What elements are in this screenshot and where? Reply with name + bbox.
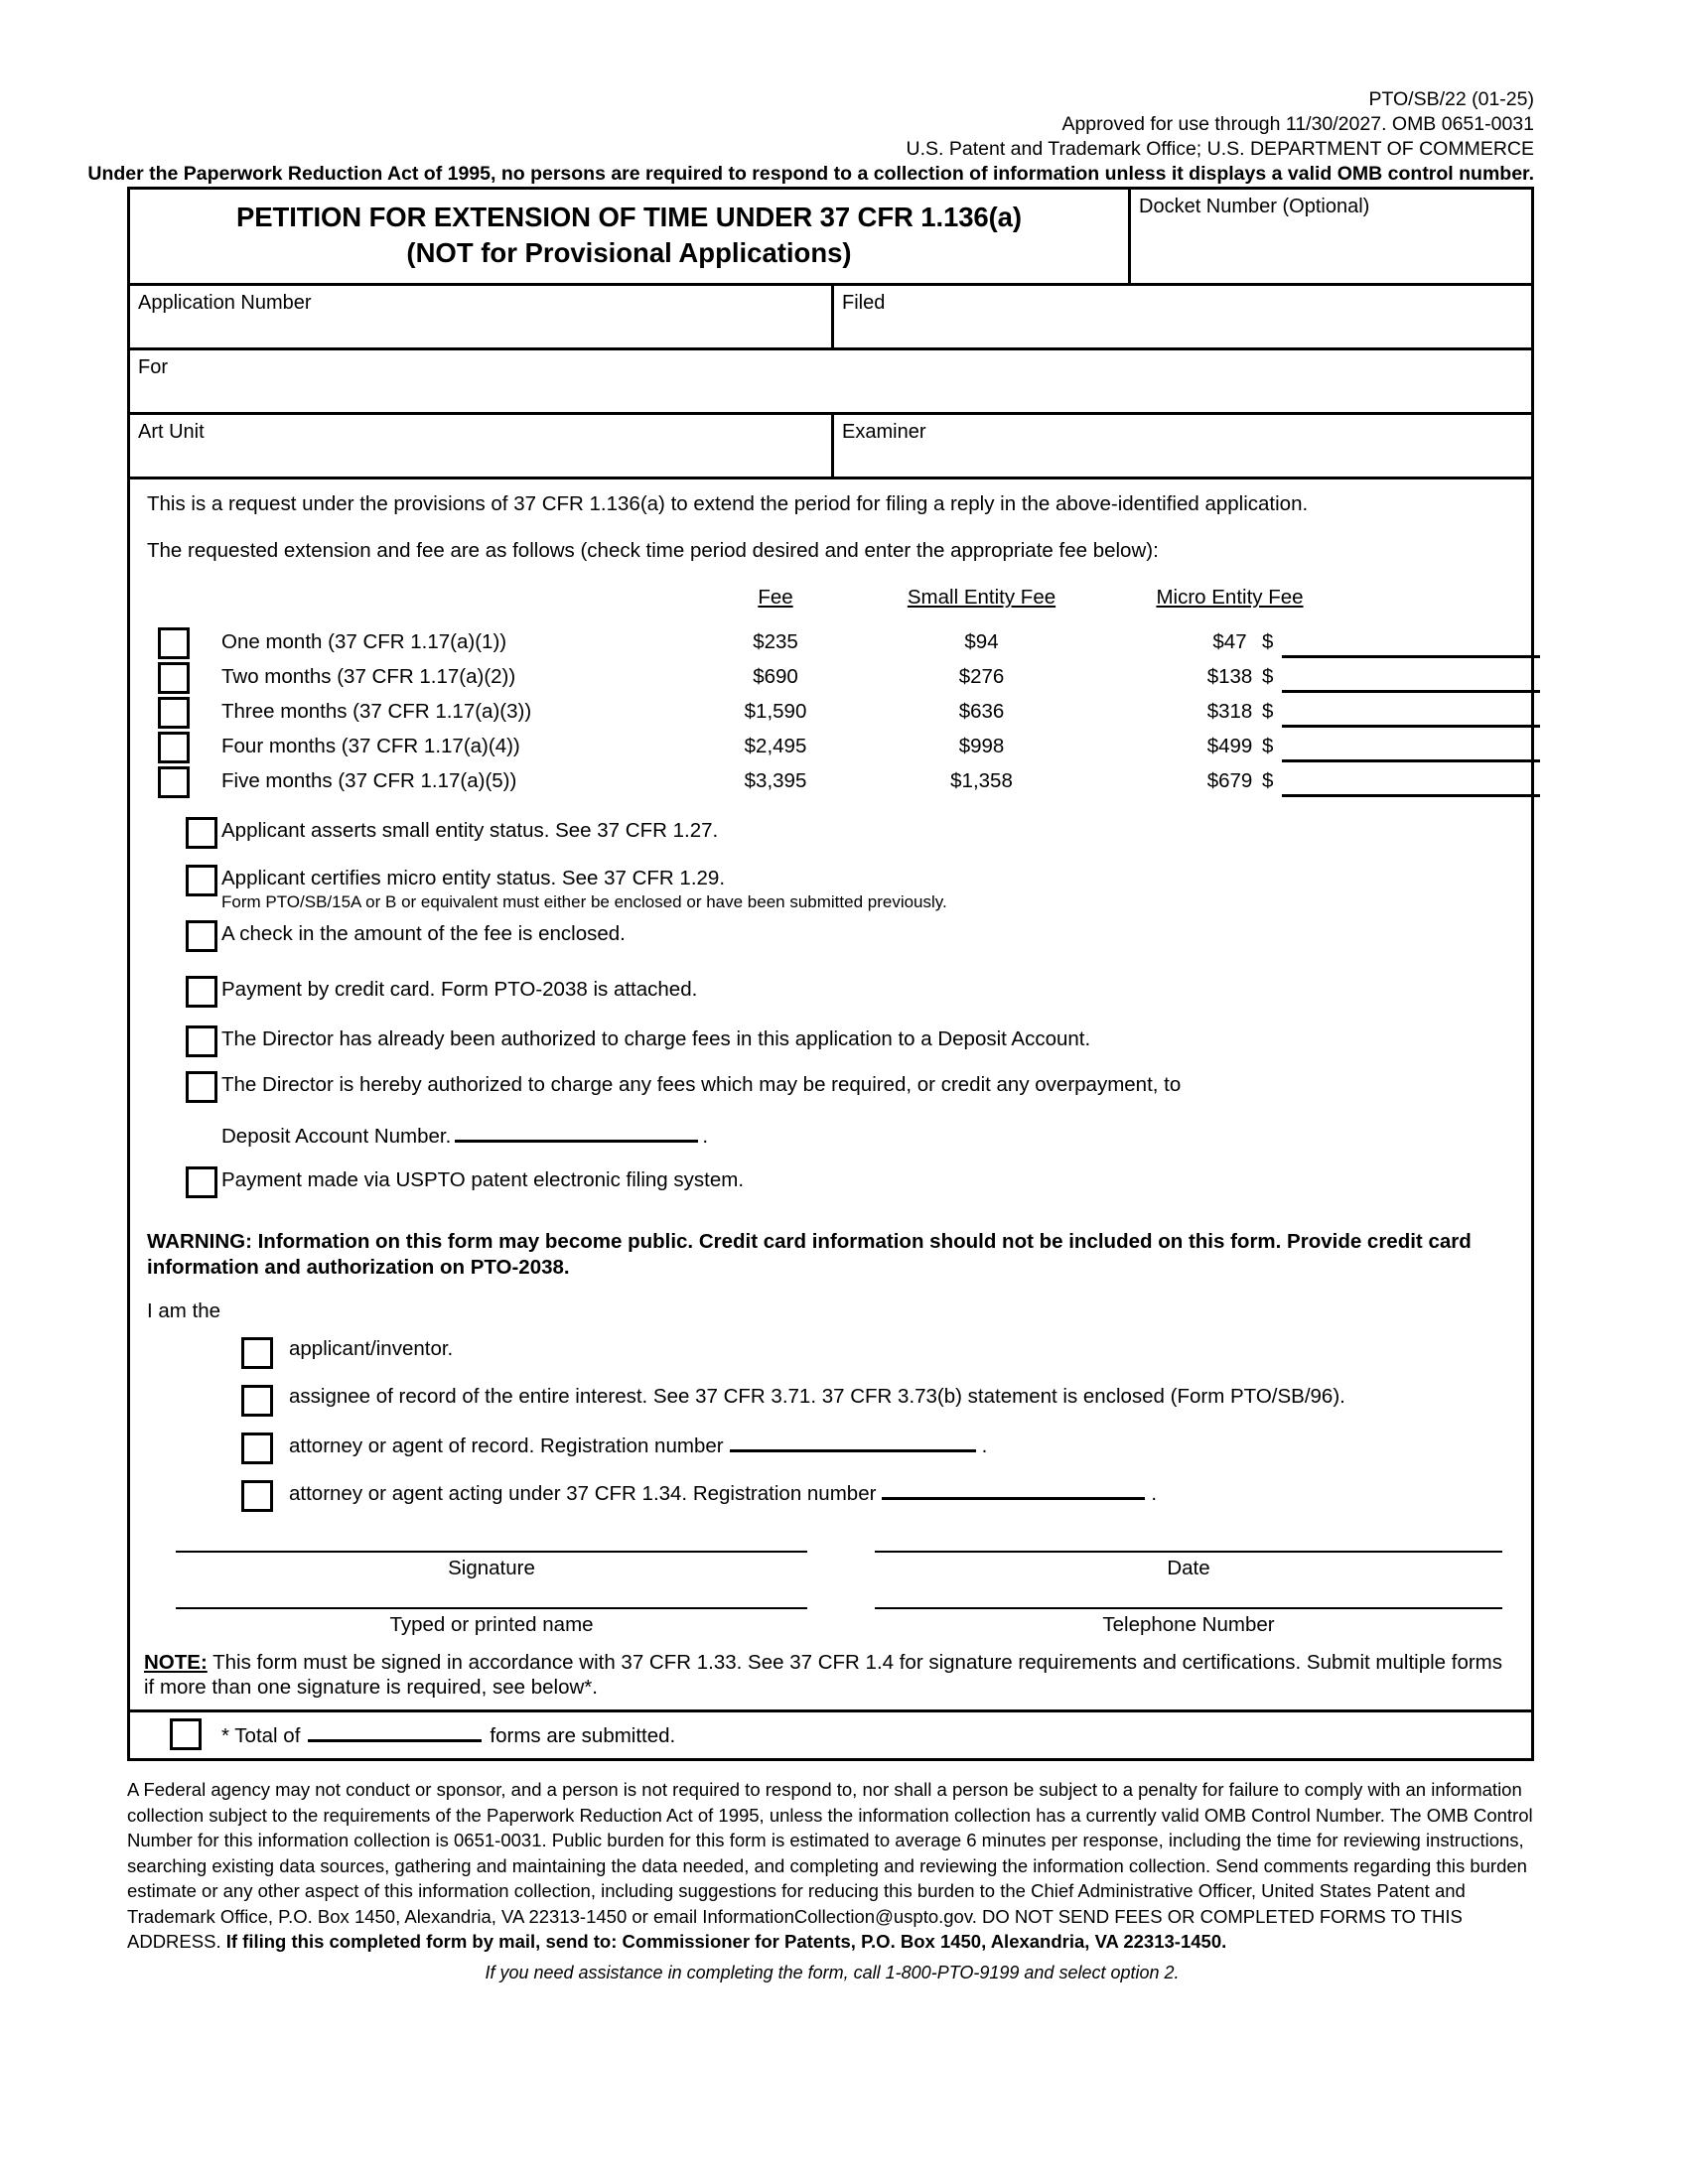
examiner-field[interactable]	[834, 415, 1531, 477]
paperwork-reduction-notice: Under the Paperwork Reduction Act of 1995, no persons are required to respond to a collection of information unless it displays a valid OMB control number.	[87, 163, 1534, 185]
checkbox-attorney-of-record[interactable]	[241, 1433, 273, 1464]
form-title	[130, 190, 1131, 283]
checkbox-director-authorized[interactable]	[186, 1025, 217, 1057]
fee-period-label: Three months (37 CFR 1.17(a)(3))	[221, 700, 532, 723]
date-caption: Date	[1167, 1557, 1210, 1579]
art-unit-label: Art Unit	[138, 421, 205, 443]
docket-number-field[interactable]	[1131, 190, 1531, 283]
total-forms-suffix: forms are submitted.	[490, 1724, 676, 1747]
footer-text: A Federal agency may not conduct or sponsor, and a person is not required to respond to, nor shall a person be subject to a penalty for failure to comply with an information collection subject to the requirements of the Paperwork Reduction Act of 1995, unless the information collection has a currently valid OMB Control Number. The OMB Control Number for this information collection is 0651-0031. Public burden for this form is estimated to average 6 minutes per response, including the time for reviewing instructions, searching existing data sources, gathering and maintaining the data needed, and completing and reviewing the information collection. Send comments regarding this burden estimate or any other aspect of this information collection, including suggestions for reducing this burden to the Chief Administrative Officer, United States Patent and Trademark Office, P.O. Box 1450, Alexandria, VA 22313-1450 or email InformationCollection@uspto.gov. DO NOT SEND FEES OR COMPLETED FORMS TO THIS ADDRESS.	[127, 1779, 1533, 1952]
option-director-authorized-label: The Director has already been authorized to charge fees in this application to a Deposit Account.	[221, 1027, 1091, 1050]
art-unit-field[interactable]	[130, 415, 834, 477]
printed-name-input[interactable]	[176, 1607, 807, 1609]
checkbox-total-forms[interactable]	[170, 1718, 202, 1750]
currency-symbol: $	[1262, 630, 1274, 653]
fee-period-label: Five months (37 CFR 1.17(a)(5))	[221, 769, 517, 792]
fee-entry-input-five-months[interactable]	[1282, 794, 1540, 797]
option-check-enclosed-label: A check in the amount of the fee is enclosed.	[221, 922, 626, 945]
signature-block	[130, 1551, 1531, 1700]
checkbox-efs-payment[interactable]	[186, 1166, 217, 1198]
fee-amount-small-entity: $636	[958, 700, 1005, 723]
role-applicant-inventor[interactable]	[130, 1336, 1531, 1374]
option-micro-entity-sublabel: Form PTO/SB/15A or B or equivalent must either be enclosed or have been submitted previously.	[221, 892, 947, 911]
fee-amount-micro-entity: $138	[1206, 665, 1253, 688]
deposit-account-number-input[interactable]	[455, 1122, 698, 1143]
footer-assistance: If you need assistance in completing the form, call 1-800-PTO-9199 and select option 2.	[485, 1962, 1180, 1982]
currency-symbol: $	[1262, 700, 1274, 723]
checkbox-three-months[interactable]	[158, 697, 190, 729]
fee-period-label: Four months (37 CFR 1.17(a)(4))	[221, 735, 520, 757]
fee-entry-input-three-months[interactable]	[1282, 725, 1540, 728]
fee-entry-input-one-month[interactable]	[1282, 655, 1540, 658]
currency-symbol: $	[1262, 735, 1274, 757]
fee-amount: $3,395	[744, 769, 807, 792]
entity-and-payment-options	[130, 818, 1531, 1203]
role-attorney-of-record-period: .	[981, 1434, 988, 1457]
role-attorney-acting-label: attorney or agent acting under 37 CFR 1.34. Registration number	[289, 1482, 877, 1505]
extension-instruction: The requested extension and fee are as follows (check time period desired and enter the appropriate fee below):	[147, 539, 1159, 562]
total-forms-prefix: * Total of	[221, 1724, 301, 1747]
telephone-input[interactable]	[875, 1607, 1502, 1609]
option-small-entity[interactable]	[158, 818, 1511, 854]
role-applicant-inventor-label: applicant/inventor.	[289, 1337, 454, 1360]
form-number: PTO/SB/22 (01-25)	[1368, 88, 1534, 110]
fee-row	[130, 662, 1531, 696]
title-row	[130, 190, 1531, 286]
signature-caption: Signature	[448, 1557, 535, 1579]
filed-label: Filed	[842, 292, 886, 314]
agency-line: U.S. Patent and Trademark Office; U.S. DEPARTMENT OF COMMERCE	[906, 138, 1534, 160]
option-small-entity-label: Applicant asserts small entity status. See 37 CFR 1.27.	[221, 819, 719, 842]
checkbox-check-enclosed[interactable]	[186, 920, 217, 952]
fee-amount: $2,495	[744, 735, 807, 757]
micro-entity-column-header: Micro Entity Fee	[1156, 586, 1304, 609]
fee-amount-small-entity: $998	[958, 735, 1005, 757]
checkbox-director-hereby[interactable]	[186, 1071, 217, 1103]
option-credit-card[interactable]	[158, 977, 1511, 1013]
footer-mail-instruction: If filing this completed form by mail, send to:	[225, 1931, 618, 1952]
fee-table	[130, 586, 1531, 816]
attorney-registration-number-input[interactable]	[730, 1432, 976, 1452]
fee-amount-micro-entity: $318	[1206, 700, 1253, 723]
printed-name-caption: Typed or printed name	[389, 1613, 594, 1636]
date-input[interactable]	[875, 1551, 1502, 1553]
fee-amount-micro-entity: $499	[1206, 735, 1253, 757]
checkbox-five-months[interactable]	[158, 766, 190, 798]
fee-row	[130, 627, 1531, 661]
form-title-line1: PETITION FOR EXTENSION OF TIME UNDER 37 CFR 1.136(a)	[236, 202, 1022, 232]
option-credit-card-label: Payment by credit card. Form PTO-2038 is attached.	[221, 978, 698, 1001]
fee-amount-small-entity: $276	[958, 665, 1005, 688]
role-attorney-of-record[interactable]	[130, 1432, 1531, 1469]
fee-amount: $235	[753, 630, 798, 653]
checkbox-assignee[interactable]	[241, 1385, 273, 1417]
option-micro-entity-label: Applicant certifies micro entity status. See 37 CFR 1.29.	[221, 867, 726, 889]
form-frame	[127, 187, 1534, 1761]
for-row	[130, 350, 1531, 415]
request-statement: This is a request under the provisions of 37 CFR 1.136(a) to extend the period for filing a reply in the above-identified application.	[147, 492, 1309, 515]
footer-notice	[127, 1777, 1537, 1985]
artunit-row	[130, 415, 1531, 479]
footer-commissioner-address: Commissioner for Patents, P.O. Box 1450, Alexandria, VA 22313-1450.	[622, 1931, 1227, 1952]
role-prompt: I am the	[147, 1299, 221, 1322]
role-options	[130, 1336, 1531, 1517]
deposit-account-period: .	[702, 1125, 709, 1148]
checkbox-small-entity[interactable]	[186, 817, 217, 849]
small-entity-column-header: Small Entity Fee	[907, 586, 1056, 609]
docket-number-label: Docket Number (Optional)	[1139, 196, 1370, 217]
attorney-acting-registration-number-input[interactable]	[882, 1479, 1145, 1500]
fee-amount: $690	[753, 665, 798, 688]
currency-symbol: $	[1262, 665, 1274, 688]
fee-row	[130, 732, 1531, 765]
option-micro-entity[interactable]	[158, 866, 1511, 915]
option-director-authorized[interactable]	[158, 1026, 1511, 1062]
checkbox-four-months[interactable]	[158, 732, 190, 763]
fee-entry-input-four-months[interactable]	[1282, 759, 1540, 762]
role-attorney-of-record-label: attorney or agent of record. Registration number	[289, 1434, 724, 1457]
currency-symbol: $	[1262, 769, 1274, 792]
examiner-label: Examiner	[842, 421, 926, 443]
form-meta-header	[0, 87, 1534, 187]
checkbox-one-month[interactable]	[158, 627, 190, 659]
total-forms-row	[130, 1709, 1531, 1758]
option-efs-payment[interactable]	[158, 1167, 1511, 1203]
deposit-account-label: Deposit Account Number.	[221, 1125, 452, 1148]
checkbox-two-months[interactable]	[158, 662, 190, 694]
approval-notice: Approved for use through 11/30/2027. OMB 0651-0031	[1061, 113, 1534, 135]
fee-period-label: Two months (37 CFR 1.17(a)(2))	[221, 665, 516, 688]
fee-amount-micro-entity: $679	[1206, 769, 1253, 792]
checkbox-attorney-acting[interactable]	[241, 1480, 273, 1512]
application-row	[130, 286, 1531, 350]
option-efs-payment-label: Payment made via USPTO patent electronic filing system.	[221, 1168, 745, 1191]
fee-row	[130, 697, 1531, 731]
checkbox-micro-entity[interactable]	[186, 865, 217, 896]
option-check-enclosed[interactable]	[158, 921, 1511, 957]
fee-amount-small-entity: $94	[964, 630, 999, 653]
filed-field[interactable]	[834, 286, 1531, 347]
application-number-field[interactable]	[130, 286, 834, 347]
for-field[interactable]	[130, 350, 1531, 412]
fee-period-label: One month (37 CFR 1.17(a)(1))	[221, 630, 507, 653]
footer-paragraph	[127, 1777, 1537, 1955]
role-assignee-label: assignee of record of the entire interest. See 37 CFR 3.71. 37 CFR 3.73(b) statement is enclosed (Form PTO/SB/96).	[289, 1385, 1345, 1408]
telephone-caption: Telephone Number	[1102, 1613, 1275, 1636]
signature-input[interactable]	[176, 1551, 807, 1553]
deposit-account-line	[221, 1122, 1511, 1150]
checkbox-credit-card[interactable]	[186, 976, 217, 1008]
fee-amount-small-entity: $1,358	[950, 769, 1013, 792]
form-body	[130, 479, 1531, 1758]
note-body: This form must be signed in accordance with 37 CFR 1.33. See 37 CFR 1.4 for signature requirements and certifications. Submit multiple forms if more than one signature is required, see below*.	[144, 1651, 1503, 1699]
role-assignee[interactable]	[130, 1384, 1531, 1422]
application-number-label: Application Number	[138, 292, 312, 314]
role-attorney-acting-period: .	[1151, 1482, 1158, 1505]
option-director-hereby[interactable]	[158, 1072, 1511, 1108]
warning-text	[130, 1229, 1531, 1281]
checkbox-applicant-inventor[interactable]	[241, 1337, 273, 1369]
fee-amount-micro-entity: $47	[1212, 630, 1247, 653]
fee-row	[130, 766, 1531, 800]
warning-body: Information on this form may become public. Credit card information should not be included on this form. Provide credit card information and authorization on PTO-2038.	[147, 1230, 1472, 1279]
warning-label: WARNING:	[147, 1230, 252, 1253]
fee-amount: $1,590	[744, 700, 807, 723]
total-forms-text	[221, 1721, 675, 1748]
for-label: For	[138, 356, 168, 378]
note-label: NOTE:	[144, 1651, 208, 1674]
form-title-line2: (NOT for Provisional Applications)	[406, 237, 852, 268]
fee-entry-input-two-months[interactable]	[1282, 690, 1540, 693]
role-attorney-acting[interactable]	[130, 1479, 1531, 1517]
option-director-hereby-label: The Director is hereby authorized to charge any fees which may be required, or credit any overpayment, to	[221, 1073, 1182, 1096]
fee-column-header: Fee	[758, 586, 793, 609]
total-forms-input[interactable]	[308, 1721, 482, 1742]
